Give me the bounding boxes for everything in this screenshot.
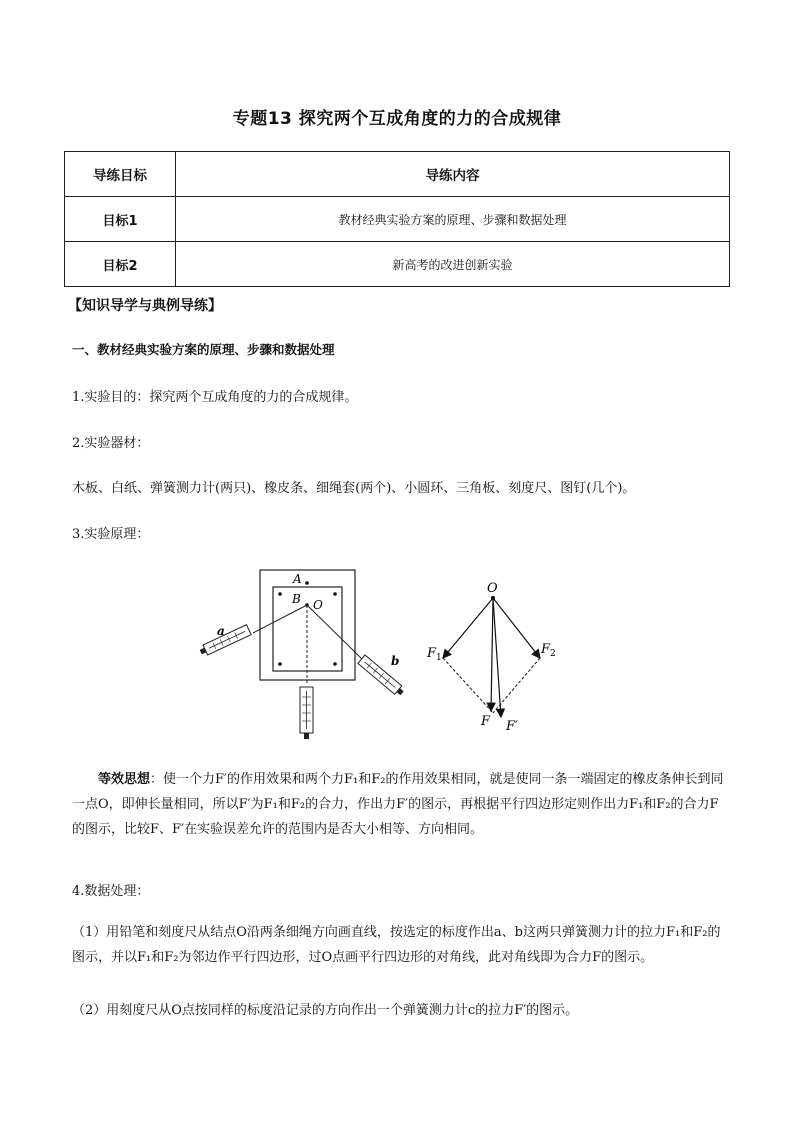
dashed-side-right: [493, 658, 540, 713]
label-f: F: [481, 714, 491, 729]
arrow-f: [491, 598, 493, 711]
arrow-f-prime: [493, 598, 501, 717]
experiment-figure: [195, 565, 575, 745]
table-header-row: [65, 152, 730, 197]
label-b: b: [391, 654, 400, 668]
table-row: [65, 197, 730, 242]
table-header-content: 导练内容: [176, 152, 730, 197]
data-processing-step2: （2）用刻度尺从O点按同样的标度沿记录的方向作出一个弹簧测力计c的拉力F′的图示。: [72, 1003, 579, 1018]
arrow-f1: [443, 598, 493, 658]
label-f1: $F_1$: [427, 646, 442, 663]
label-o: O: [313, 598, 323, 612]
spring-balance-c: [300, 687, 313, 739]
pin-icon: [333, 662, 337, 666]
dashed-side-left: [443, 658, 493, 713]
table-row: [65, 242, 730, 287]
principle-text: ：使一个力F′的作用效果和两个力F₁和F₂的作用效果相同，就是使同一条一端固定的橡皮条伸长到同一点O，即伸长量相同，所以F′为F₁和F₂的合力，作出力F′的图示，再根据平行四边形定则作出力F₁和F₂的合力F的图示，比较F、F′在实验误差允许的范围内是否大小相等、方向相同。: [72, 772, 724, 837]
page-title: 专题13 探究两个互成角度的力的合成规律: [232, 109, 562, 129]
point-a-dot: [305, 581, 309, 585]
principle-paragraph: [72, 767, 728, 842]
principle-lead: 等效思想: [98, 772, 151, 787]
table-cell-content: 新高考的改进创新实验: [176, 242, 730, 287]
table-header-goal: 导练目标: [65, 152, 176, 197]
label-b-upper: B: [292, 592, 301, 606]
pin-icon: [278, 592, 282, 596]
label-f2: $F_2$: [541, 642, 556, 659]
spring-balance-a: [198, 625, 251, 657]
pin-icon: [333, 592, 337, 596]
label-f-prime: F′: [506, 719, 518, 734]
data-processing-step1: （1）用铅笔和刻度尺从结点O沿两条细绳方向画直线，按选定的标度作出a、b这两只弹簧测力计的拉力F₁和F₂的图示，并以F₁和F₂为邻边作平行四边形，过O点画平行四边形的对角线，此对角线即为合力F的图示。: [72, 925, 721, 965]
equipment-title: 2.实验器材：: [72, 436, 150, 451]
pin-icon: [278, 662, 282, 666]
goals-table: [64, 151, 730, 287]
table-cell-goal: 目标1: [65, 197, 176, 242]
data-processing-title: 4.数据处理：: [72, 884, 150, 899]
experiment-diagram: [195, 565, 575, 745]
label-a: a: [217, 624, 225, 638]
table-cell-content: 教材经典实验方案的原理、步骤和数据处理: [176, 197, 730, 242]
section-heading: 【知识导学与典例导练】: [68, 298, 222, 314]
table-cell-goal: 目标2: [65, 242, 176, 287]
label-a-upper: A: [293, 572, 302, 586]
arrow-f2: [493, 598, 540, 658]
subsection-heading: 一、教材经典实验方案的原理、步骤和数据处理: [72, 342, 335, 357]
equipment-text: 木板、白纸、弹簧测力计(两只)、橡皮条、细绳套(两个)、小圆环、三角板、刻度尺、图钉(几个)。: [72, 481, 636, 496]
string-left: [253, 605, 307, 633]
principle-title: 3.实验原理：: [72, 527, 150, 542]
label-o-forces: O: [487, 581, 498, 596]
purpose-text: 1.实验目的：探究两个互成角度的力的合成规律。: [72, 390, 358, 405]
